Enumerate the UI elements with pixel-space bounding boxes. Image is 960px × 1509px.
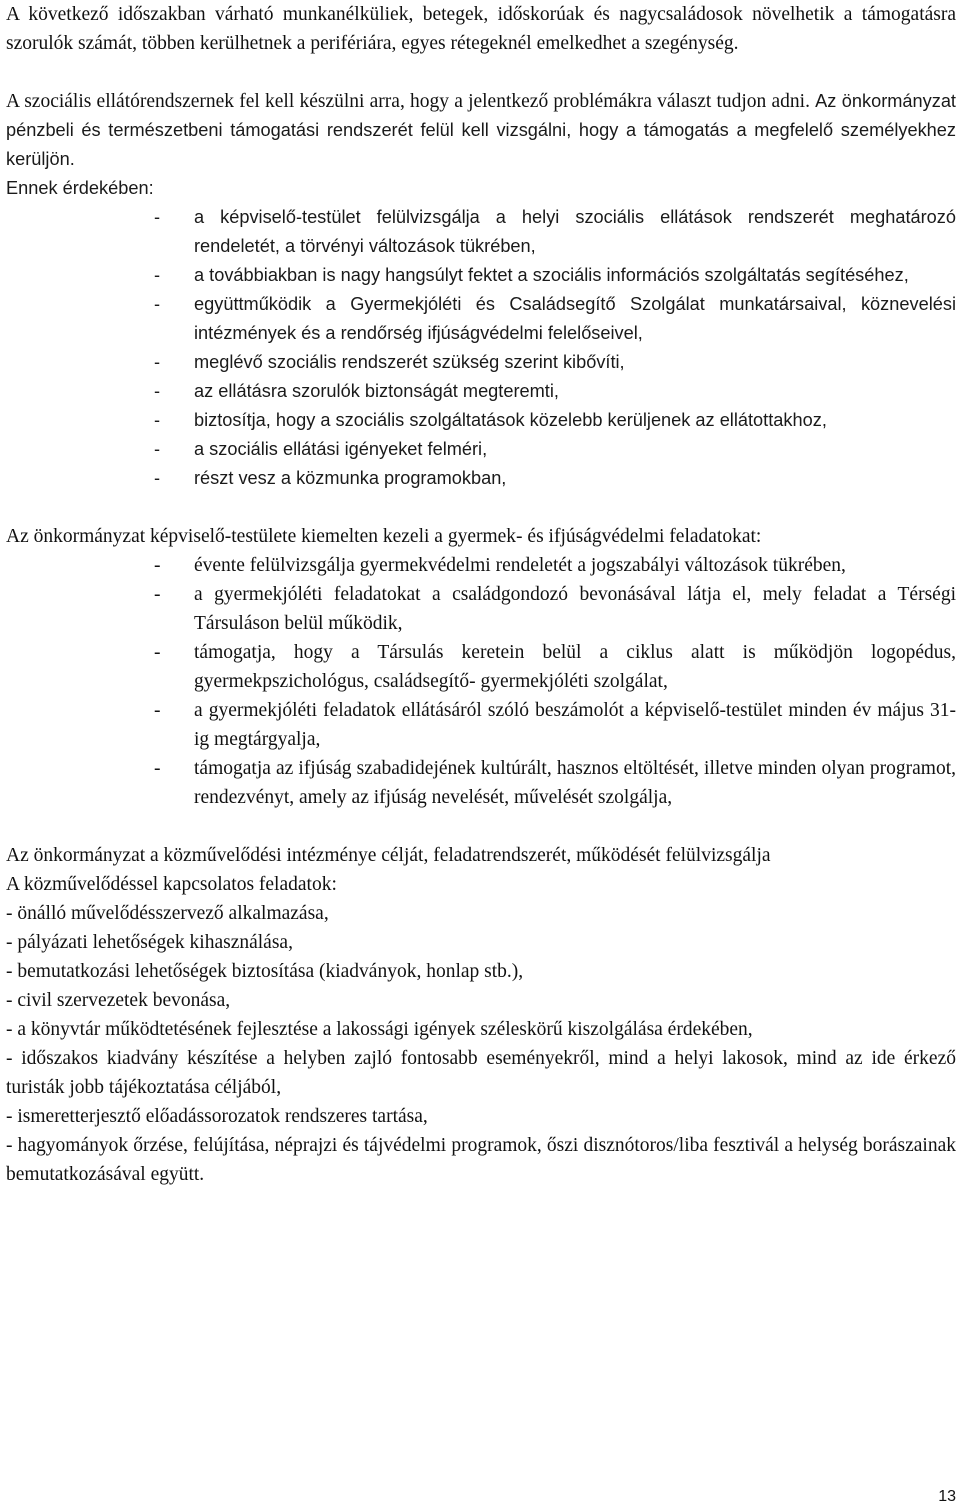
list-item: - a továbbiakban is nagy hangsúlyt fektet a szociális információs szolgáltatás segítéséhez, [6,261,956,290]
list-item: - támogatja az ifjúság szabadidejének kultúrált, hasznos eltöltését, illetve minden olyan programot, rendezvényt, amely az ifjúság nevelését, művelését szolgálja, [6,754,956,812]
list-item: - időszakos kiadvány készítése a helyben zajló fontosabb eseményekről, mind a helyi lakosok, mind az ide érkező turisták jobb tájékoztatása céljából, [6,1048,956,1098]
list-item: - együttműködik a Gyermekjóléti és Családsegítő Szolgálat munkatársaival, köznevelési intézmények és a rendőrség ifjúságvédelmi felelőseivel, [6,290,956,348]
list-item: - pályázati lehetőségek kihasználása, [6,932,293,953]
list-item: - a gyermekjóléti feladatok ellátásáról szóló beszámolót a képviselő-testület minden év május 31-ig megtárgyalja, [6,696,956,754]
intro-paragraph-1: A következő időszakban várható munkanélküliek, betegek, időskorúak és nagycsaládosok növelhetik a támogatásra szorulók számát, többen kerülhetnek a perifériára, egyes rétegeknél emelkedhet a szegénység. [6,4,956,54]
culture-list [6,899,956,1189]
list-item: - civil szervezetek bevonása, [6,990,231,1011]
list-item: - a szociális ellátási igényeket felméri, [6,435,956,464]
intro-lead: Ennek érdekében: [6,178,154,198]
document-page [6,0,956,1189]
intro-paragraph-2 [6,87,956,174]
list-item: - részt vesz a közmunka programokban, [6,464,956,493]
page-number: 13 [938,1488,956,1505]
list-item: - biztosítja, hogy a szociális szolgáltatások közelebb kerüljenek az ellátottakhoz, [6,406,956,435]
list-item: - ismeretterjesztő előadássorozatok rendszeres tartása, [6,1106,428,1127]
intro-paragraph-2-sans: Az önkormányzat pénzbeli és természetbeni támogatási rendszerét felül kell vizsgálni, hogy a támogatás a megfelelő személyekhez kerüljön. [6,91,956,169]
youth-list [6,551,956,812]
list-item: - a könyvtár működtetésének fejlesztése a lakossági igények széleskörű kiszolgálása érdekében, [6,1019,753,1040]
culture-subhead: A közművelődéssel kapcsolatos feladatok: [6,874,337,895]
list-item: - hagyományok őrzése, felújítása, néprajzi és tájvédelmi programok, őszi disznótoros/liba fesztivál a helység borászainak bemutatkozásával együtt. [6,1135,956,1185]
list-item: - bemutatkozási lehetőségek biztosítása (kiadványok, honlap stb.), [6,961,524,982]
intro-paragraph-2-serif: A szociális ellátórendszernek fel kell készülni arra, hogy a jelentkező problémákra választ tudjon adni. [6,91,810,112]
list-item: - önálló művelődésszervező alkalmazása, [6,903,329,924]
list-item: - a képviselő-testület felülvizsgálja a helyi szociális ellátások rendszerét meghatározó rendeletét, a törvényi változások tükrében, [6,203,956,261]
youth-lead: Az önkormányzat képviselő-testülete kiemelten kezeli a gyermek- és ifjúságvédelmi feladatokat: [6,526,762,547]
list-item: - a gyermekjóléti feladatokat a családgondozó bevonásával látja el, mely feladat a Térségi Társuláson belül működik, [6,580,956,638]
list-item: - meglévő szociális rendszerét szükség szerint kibővíti, [6,348,956,377]
list-item: - évente felülvizsgálja gyermekvédelmi rendeletét a jogszabályi változások tükrében, [6,551,956,580]
list-item: - támogatja, hogy a Társulás keretein belül a ciklus alatt is működjön logopédus, gyermekpszichológus, családsegítő- gyermekjóléti szolgálat, [6,638,956,696]
intro-list [6,203,956,493]
list-item: - az ellátásra szorulók biztonságát megteremti, [6,377,956,406]
culture-lead: Az önkormányzat a közművelődési intézménye célját, feladatrendszerét, működését felülvizsgálja [6,845,771,866]
